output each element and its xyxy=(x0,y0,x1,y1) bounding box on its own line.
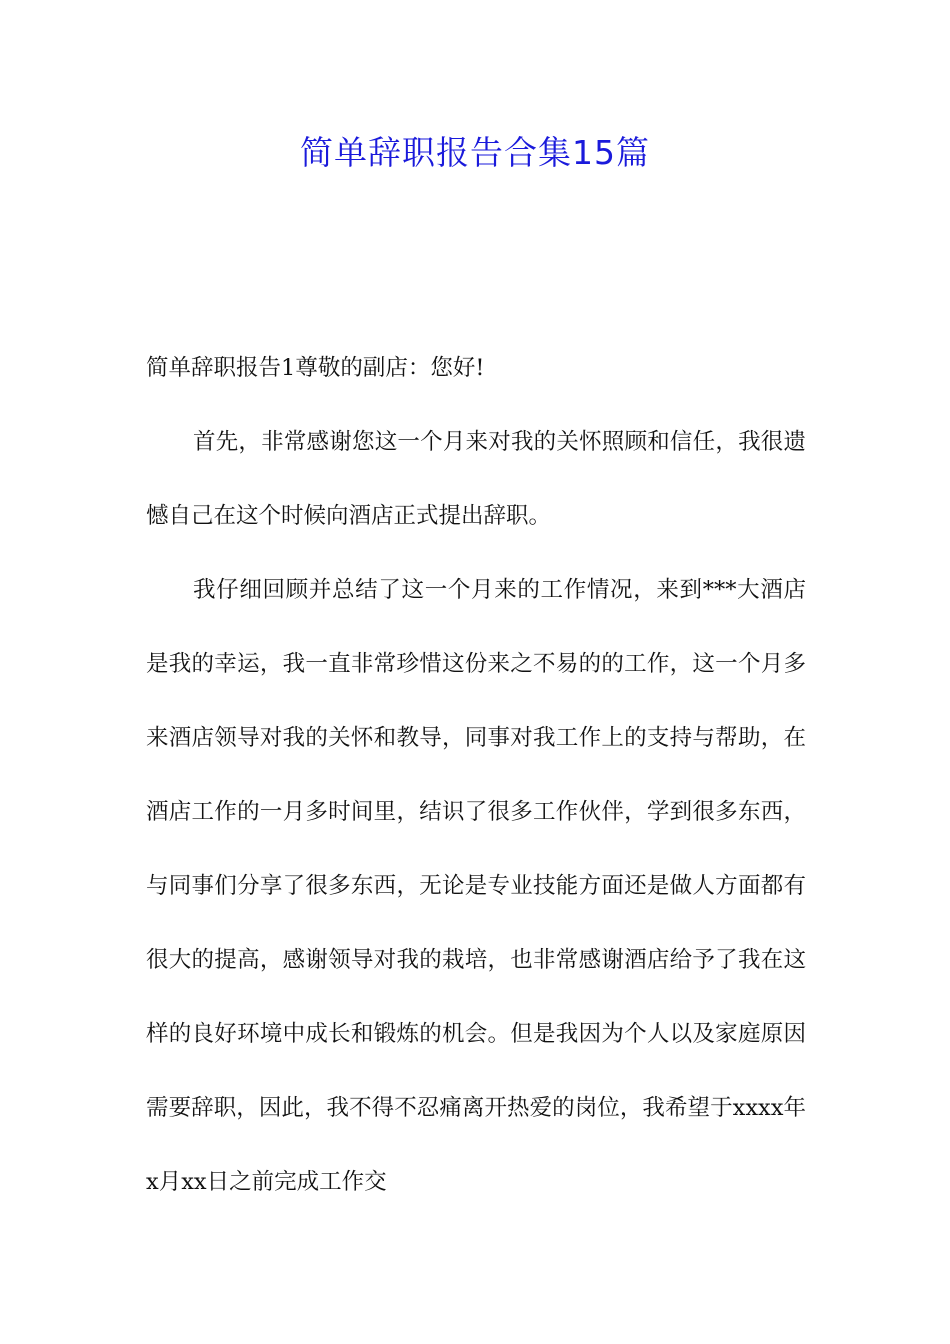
body-paragraph-1: 首先，非常感谢您这一个月来对我的关怀照顾和信任，我很遗憾自己在这个时候向酒店正式提出辞职。 xyxy=(146,429,806,529)
salutation-paragraph: 简单辞职报告1尊敬的副店：您好! xyxy=(146,355,485,381)
document-title: 简单辞职报告合集15篇 xyxy=(300,133,650,172)
document-body xyxy=(146,331,806,1219)
body-paragraph-2: 我仔细回顾并总结了这一个月来的工作情况，来到***大酒店是我的幸运，我一直非常珍惜这份来之不易的的工作，这一个月多来酒店领导对我的关怀和教导，同事对我工作上的支持与帮助，在酒店工作的一月多时间里，结识了很多工作伙伴，学到很多东西，与同事们分享了很多东西，无论是专业技能方面还是做人方面都有很大的提高，感谢领导对我的栽培，也非常感谢酒店给予了我在这样的良好环境中成长和锻炼的机会。但是我因为个人以及家庭原因需要辞职，因此，我不得不忍痛离开热爱的岗位，我希望于xxxx年x月xx日之前完成工作交 xyxy=(146,577,806,1195)
